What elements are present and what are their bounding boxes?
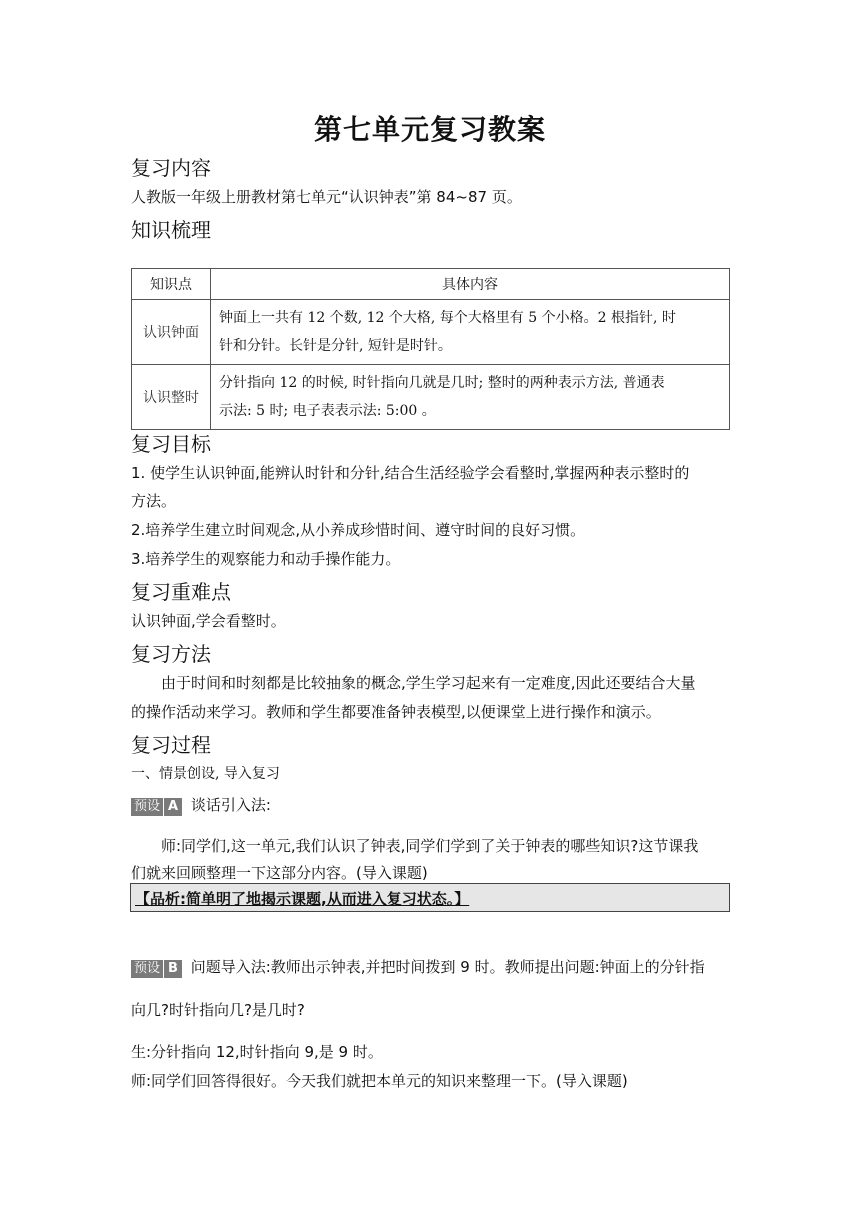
badge-word: 预设 [131, 960, 163, 978]
goal-1-line-1: 1. 使学生认识钟面,能辨认时针和分针,结合生活经验学会看整时,掌握两种表示整时的 [131, 464, 690, 482]
table-value-cell [211, 365, 730, 430]
preset-b-line-1 [131, 956, 705, 978]
table-key-cell: 认识整时 [132, 365, 211, 430]
table-key-cell: 认识钟面 [132, 300, 211, 365]
table-header-cell: 知识点 [132, 269, 211, 300]
preset-a-line [131, 794, 271, 816]
table-value-line: 分针指向 12 的时候, 时针指向几就是几时; 整时的两种表示方法, 普通表 [219, 375, 665, 391]
table-value-line: 针和分针。长针是分针, 短针是时针。 [219, 338, 452, 354]
preset-a-label: 谈话引入法: [190, 796, 271, 814]
badge-word: 预设 [131, 798, 163, 816]
preset-a-badge [131, 796, 182, 816]
heading-method: 复习方法 [131, 642, 211, 666]
page-title: 第七单元复习教案 [313, 113, 546, 146]
teacher-reply: 师:同学们回答得很好。今天我们就把本单元的知识来整理一下。(导入课题) [131, 1072, 628, 1090]
table-value-line: 示法: 5 时; 电子表表示法: 5:00 。 [219, 403, 436, 419]
goal-2: 2.培养学生建立时间观念,从小养成珍惜时间、遵守时间的良好习惯。 [131, 521, 586, 539]
table-row [132, 365, 730, 430]
preset-b-line-2: 向几?时针指向几?是几时? [131, 1001, 305, 1019]
table-header-row [132, 269, 730, 300]
preset-a-text-line-2: 们就来回顾整理一下这部分内容。(导入课题) [131, 864, 428, 882]
preset-b-text: 问题导入法:教师出示钟表,并把时间拨到 9 时。教师提出问题:钟面上的分针指 [190, 958, 705, 976]
table-header-cell: 具体内容 [211, 269, 730, 300]
heading-goals: 复习目标 [131, 432, 211, 456]
heading-knowledge: 知识梳理 [131, 218, 211, 242]
preset-b-badge [131, 958, 182, 978]
method-line-2: 的操作活动来学习。教师和学生都要准备钟表模型,以便课堂上进行操作和演示。 [131, 703, 661, 721]
review-content-text: 人教版一年级上册教材第七单元“认识钟表”第 84~87 页。 [131, 188, 522, 206]
knowledge-table [131, 268, 730, 430]
process-subheading: 一、情景创设, 导入复习 [131, 766, 280, 782]
heading-process: 复习过程 [131, 733, 211, 757]
analysis-box [130, 883, 730, 912]
table-row [132, 300, 730, 365]
difficulty-text: 认识钟面,学会看整时。 [131, 612, 286, 630]
badge-letter: B [164, 960, 182, 978]
badge-letter: A [164, 798, 182, 816]
student-answer: 生:分针指向 12,时针指向 9,是 9 时。 [131, 1043, 383, 1061]
analysis-text: 【品析:简单明了地揭示课题,从而进入复习状态。】 [135, 890, 470, 908]
table-value-line: 钟面上一共有 12 个数, 12 个大格, 每个大格里有 5 个小格。2 根指针, 时 [219, 310, 676, 326]
heading-difficulty: 复习重难点 [131, 580, 231, 604]
method-line-1: 由于时间和时刻都是比较抽象的概念,学生学习起来有一定难度,因此还要结合大量 [161, 674, 696, 692]
table-value-cell [211, 300, 730, 365]
goal-1-line-2: 方法。 [131, 492, 177, 510]
heading-review-content: 复习内容 [131, 156, 211, 180]
preset-a-text-line-1: 师:同学们,这一单元,我们认识了钟表,同学们学到了关于钟表的哪些知识?这节课我 [161, 837, 699, 855]
goal-3: 3.培养学生的观察能力和动手操作能力。 [131, 550, 401, 568]
